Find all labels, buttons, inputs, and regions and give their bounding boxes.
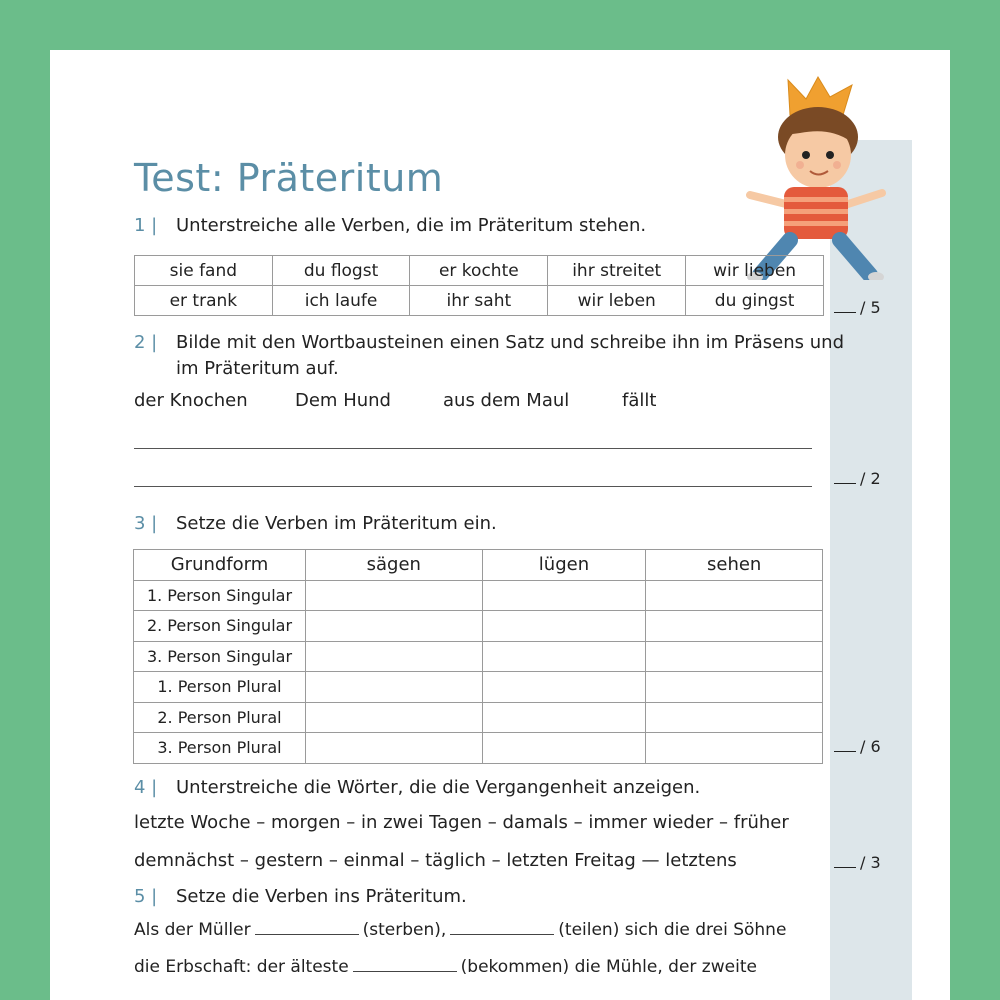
score-blank[interactable]	[834, 751, 856, 752]
question-number: 1 |	[134, 215, 158, 236]
cloze-text: (teilen) sich die drei Söhne	[558, 920, 787, 940]
answer-cell[interactable]	[646, 672, 823, 703]
answer-cell[interactable]	[482, 641, 646, 672]
answer-cell[interactable]	[646, 611, 823, 642]
table-row	[135, 256, 824, 286]
column-header: sehen	[646, 550, 823, 581]
answer-line[interactable]	[134, 486, 812, 487]
question-text: Bilde mit den Wortbausteinen einen Satz und schreibe ihn im Präsens und	[176, 332, 845, 353]
word-block: Dem Hund	[295, 390, 391, 411]
answer-cell[interactable]	[482, 702, 646, 733]
question-1	[134, 215, 646, 236]
time-words-line-2: demnächst – gestern – einmal – täglich – letzten Freitag — letztens	[134, 850, 737, 871]
question-text: Unterstreiche alle Verben, die im Präteritum stehen.	[176, 215, 647, 236]
row-label: 1. Person Plural	[134, 672, 306, 703]
answer-cell[interactable]	[306, 580, 483, 611]
answer-cell[interactable]	[306, 733, 483, 764]
cloze-line-1	[134, 920, 786, 940]
word-block: der Knochen	[134, 390, 248, 411]
answer-cell[interactable]	[306, 641, 483, 672]
question-number: 3 |	[134, 513, 158, 534]
cloze-text: die Erbschaft: der älteste	[134, 957, 349, 977]
verb-cell[interactable]: ihr saht	[410, 286, 548, 316]
row-label: 3. Person Singular	[134, 641, 306, 672]
cloze-blank[interactable]	[450, 920, 554, 935]
page-title: Test: Präteritum	[134, 156, 444, 200]
verb-cell[interactable]: sie fand	[135, 256, 273, 286]
row-label: 2. Person Plural	[134, 702, 306, 733]
question-number: 2 |	[134, 332, 158, 353]
boy-with-crown-illustration	[740, 75, 890, 280]
verb-cell[interactable]: ich laufe	[272, 286, 410, 316]
score-q3	[834, 737, 881, 756]
score-blank[interactable]	[834, 483, 856, 484]
question-text: Unterstreiche die Wörter, die die Vergangenheit anzeigen.	[176, 777, 701, 798]
answer-cell[interactable]	[646, 733, 823, 764]
answer-cell[interactable]	[482, 611, 646, 642]
table-row	[134, 733, 823, 764]
score-blank[interactable]	[834, 312, 856, 313]
score-blank[interactable]	[834, 867, 856, 868]
verb-cell[interactable]: wir lieben	[686, 256, 824, 286]
score-q4	[834, 853, 881, 872]
score-q2	[834, 469, 881, 488]
word-block: fällt	[622, 390, 657, 411]
verb-cell[interactable]: wir leben	[548, 286, 686, 316]
question-4	[134, 777, 700, 798]
word-block: aus dem Maul	[443, 390, 570, 411]
score-max: / 5	[860, 298, 881, 317]
score-max: / 2	[860, 469, 881, 488]
table-row	[134, 702, 823, 733]
verb-cell[interactable]: du flogst	[272, 256, 410, 286]
verb-table	[134, 255, 824, 316]
row-label: 3. Person Plural	[134, 733, 306, 764]
verb-cell[interactable]: er trank	[135, 286, 273, 316]
verb-cell[interactable]: du gingst	[686, 286, 824, 316]
column-header: lügen	[482, 550, 646, 581]
score-q1	[834, 298, 881, 317]
question-2	[134, 330, 844, 382]
table-row	[134, 580, 823, 611]
conjugation-table	[133, 549, 823, 764]
question-number: 4 |	[134, 777, 158, 798]
score-max: / 6	[860, 737, 881, 756]
table-row	[134, 672, 823, 703]
verb-cell[interactable]: er kochte	[410, 256, 548, 286]
question-text: Setze die Verben im Präteritum ein.	[176, 513, 497, 534]
cloze-blank[interactable]	[255, 920, 359, 935]
answer-cell[interactable]	[306, 702, 483, 733]
time-words-line-1: letzte Woche – morgen – in zwei Tagen – damals – immer wieder – früher	[134, 812, 789, 833]
answer-cell[interactable]	[646, 580, 823, 611]
table-header-row	[134, 550, 823, 581]
answer-cell[interactable]	[306, 611, 483, 642]
column-header: sägen	[306, 550, 483, 581]
score-max: / 3	[860, 853, 881, 872]
cloze-text: Als der Müller	[134, 920, 251, 940]
verb-cell[interactable]: ihr streitet	[548, 256, 686, 286]
cloze-text: (sterben),	[362, 920, 447, 940]
answer-cell[interactable]	[482, 580, 646, 611]
column-header: Grundform	[134, 550, 306, 581]
cloze-text: (bekommen) die Mühle, der zweite	[460, 957, 757, 977]
cloze-line-2	[134, 957, 757, 977]
answer-cell[interactable]	[482, 672, 646, 703]
answer-cell[interactable]	[306, 672, 483, 703]
question-text: Setze die Verben ins Präteritum.	[176, 886, 467, 907]
row-label: 1. Person Singular	[134, 580, 306, 611]
table-row	[135, 286, 824, 316]
answer-cell[interactable]	[482, 733, 646, 764]
question-number: 5 |	[134, 886, 158, 907]
cloze-blank[interactable]	[353, 957, 457, 972]
question-3	[134, 513, 497, 534]
table-row	[134, 611, 823, 642]
question-text-cont: im Präteritum auf.	[176, 358, 339, 379]
table-row	[134, 641, 823, 672]
answer-cell[interactable]	[646, 641, 823, 672]
answer-cell[interactable]	[646, 702, 823, 733]
answer-line[interactable]	[134, 448, 812, 449]
question-5	[134, 886, 467, 907]
row-label: 2. Person Singular	[134, 611, 306, 642]
worksheet-page	[50, 50, 950, 1000]
